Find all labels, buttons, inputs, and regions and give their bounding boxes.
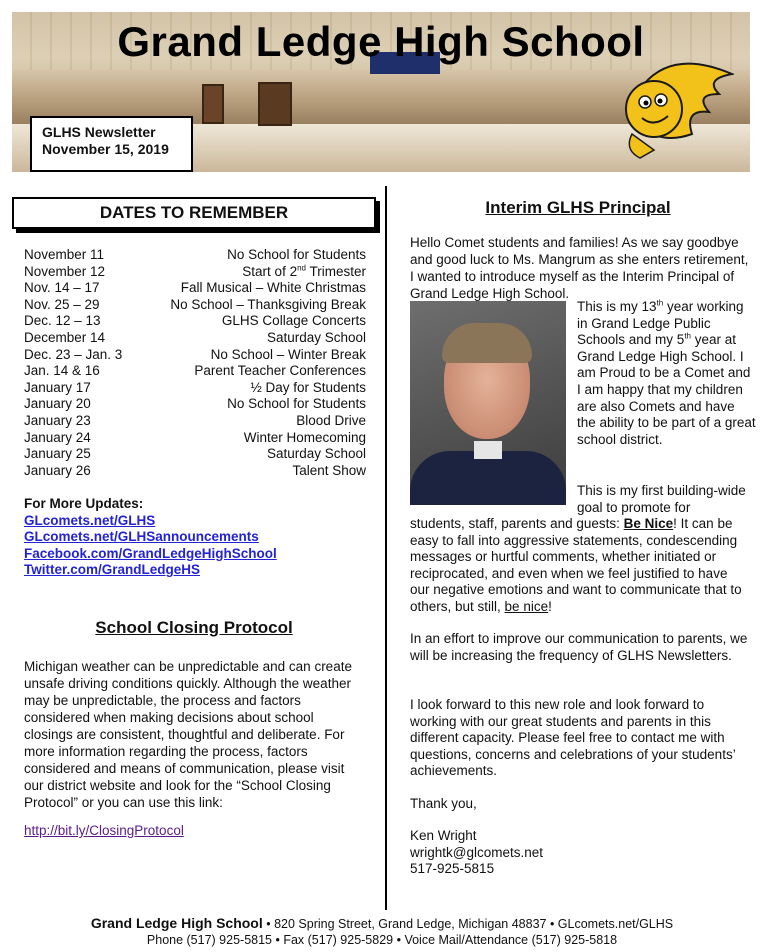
date-row [24, 413, 366, 430]
bio-sup: th [656, 298, 664, 308]
date-cell: January 17 [24, 379, 91, 395]
comet-mascot-icon [614, 54, 734, 164]
closing-section-title: School Closing Protocol [95, 618, 293, 637]
dates-list [24, 247, 366, 479]
footer-line-2: Phone (517) 925-5815 • Fax (517) 925-5829 • Voice Mail/Attendance (517) 925-5818 [146, 933, 618, 947]
date-cell: Nov. 14 – 17 [24, 280, 100, 296]
date-cell: Dec. 12 – 13 [24, 313, 101, 329]
date-cell: Dec. 23 – Jan. 3 [24, 346, 123, 362]
date-cell: November 12 [24, 263, 106, 279]
column-divider [385, 186, 387, 910]
date-row [24, 297, 366, 314]
event-cell: Saturday School [266, 329, 366, 345]
goal-text: ! [548, 598, 552, 614]
goal-text: ! It can be easy to fall into aggressive statements, condescending messages or hurtful comments, whether initiated or reciprocated, and even when we feel justified to have our negative emotions and want to communicate that to others, but still, [410, 516, 742, 614]
signature-block [410, 828, 543, 878]
date-row [24, 446, 366, 463]
principal-bio [577, 299, 757, 448]
date-row [24, 330, 366, 347]
bio-part: year at Grand Ledge High School. I am Proud to be a Comet and I am happy that my children are also Comets and have the ability to be part of a great school district. [577, 332, 756, 447]
event-cell: Fall Musical – White Christmas [180, 280, 366, 296]
date-cell: November 11 [24, 247, 105, 262]
header-banner [12, 12, 750, 172]
event-cell: Talent Show [292, 462, 366, 478]
bio-part: year working in Grand Ledge Public Schools and my 5 [577, 299, 744, 348]
footer-line-1 [0, 915, 764, 932]
event-cell: Parent Teacher Conferences [194, 363, 366, 379]
date-cell: Jan. 14 & 16 [24, 363, 100, 379]
date-row [24, 347, 366, 364]
photo-hair [442, 323, 532, 363]
dates-section-title: DATES TO REMEMBER [12, 197, 376, 229]
forward-paragraph: I look forward to this new role and look forward to working with our great students and parents in this different capacity. Please feel free to contact me with questions, concerns and celebrations of your students’ achievements. [410, 697, 736, 779]
goal-body [410, 516, 750, 616]
date-row [24, 463, 366, 480]
updates-section [24, 496, 277, 579]
hallway-door [258, 82, 292, 126]
link-announcements[interactable]: GLcomets.net/GLHSannouncements [24, 529, 259, 545]
date-row [24, 280, 366, 297]
link-glhs[interactable]: GLcomets.net/GLHS [24, 512, 156, 528]
event-cell: Start of 2nd Trimester [242, 263, 366, 279]
date-cell: Nov. 25 – 29 [24, 296, 100, 312]
thanks-line: Thank you, [410, 796, 477, 811]
link-facebook[interactable]: Facebook.com/GrandLedgeHighSchool [24, 545, 277, 561]
event-cell: No School for Students [227, 396, 366, 412]
event-cell: Winter Homecoming [243, 429, 366, 445]
school-title: Grand Ledge High School [117, 18, 645, 65]
principal-photo [410, 301, 566, 505]
principal-email: wrightk@glcomets.net [410, 844, 544, 860]
date-row [24, 430, 366, 447]
event-cell: Blood Drive [296, 412, 366, 428]
date-cell: January 26 [24, 462, 91, 478]
date-cell: January 25 [24, 446, 91, 462]
photo-collar [474, 441, 502, 459]
footer-address: • 820 Spring Street, Grand Ledge, Michigan 48837 • GLcomets.net/GLHS [262, 917, 674, 931]
date-row [24, 396, 366, 413]
date-row [24, 313, 366, 330]
hallway-door [202, 84, 224, 124]
be-nice-underline: be nice [504, 598, 549, 614]
be-nice-emphasis: Be Nice [623, 516, 674, 531]
bio-part: This is my 13 [577, 299, 657, 314]
principal-section-title: Interim GLHS Principal [485, 198, 671, 217]
updates-heading: For More Updates: [24, 496, 144, 511]
newsletter-date: November 15, 2019 [42, 141, 169, 157]
goal-intro: This is my first building-wide goal to promote for [577, 483, 746, 515]
closing-body: Michigan weather can be unpredictable and can create unsafe driving conditions quickly. Although the weather may be unpredictable, the process and factors considered when making decisions about school closings are consistent, thoughtful and deliberate. For more information regarding the process, factors considered and means of communication, please visit our district website and look for the “School Closing Protocol” or you can use this link: [24, 659, 352, 810]
date-row [24, 380, 366, 397]
page-footer [0, 915, 764, 948]
link-twitter[interactable]: Twitter.com/GrandLedgeHS [24, 562, 201, 578]
photo-shirt [410, 451, 566, 505]
footer-school-name: Grand Ledge High School [90, 915, 263, 931]
date-cell: January 24 [24, 429, 91, 445]
closing-protocol-link[interactable]: http://bit.ly/ClosingProtocol [24, 823, 184, 838]
bio-sup: th [684, 331, 691, 341]
date-row [24, 363, 366, 380]
principal-name: Ken Wright [410, 828, 477, 843]
event-cell: Saturday School [266, 446, 366, 462]
event-cell: ½ Day for Students [250, 379, 366, 395]
event-cell: No School for Students [227, 247, 366, 262]
event-cell: No School – Winter Break [210, 346, 366, 362]
date-row [24, 264, 366, 281]
event-cell: GLHS Collage Concerts [221, 313, 366, 329]
date-cell: January 20 [24, 396, 91, 412]
principal-intro: Hello Comet students and families! As we say goodbye and good luck to Ms. Mangrum as she enters retirement, I wanted to introduce myself as the Interim Principal of Grand Ledge High School. [410, 235, 749, 301]
event-cell: No School – Thanksgiving Break [170, 296, 366, 312]
newsletter-info-box [30, 116, 193, 172]
date-cell: January 23 [24, 412, 91, 428]
communication-paragraph: In an effort to improve our communication to parents, we will be increasing the frequency of GLHS Newsletters. [410, 631, 748, 663]
goal-text: students, staff, parents and guests: [410, 516, 624, 531]
newsletter-label: GLHS Newsletter [42, 124, 156, 140]
principal-phone: 517-925-5815 [410, 861, 495, 877]
date-row [24, 247, 366, 264]
date-cell: December 14 [24, 329, 106, 345]
